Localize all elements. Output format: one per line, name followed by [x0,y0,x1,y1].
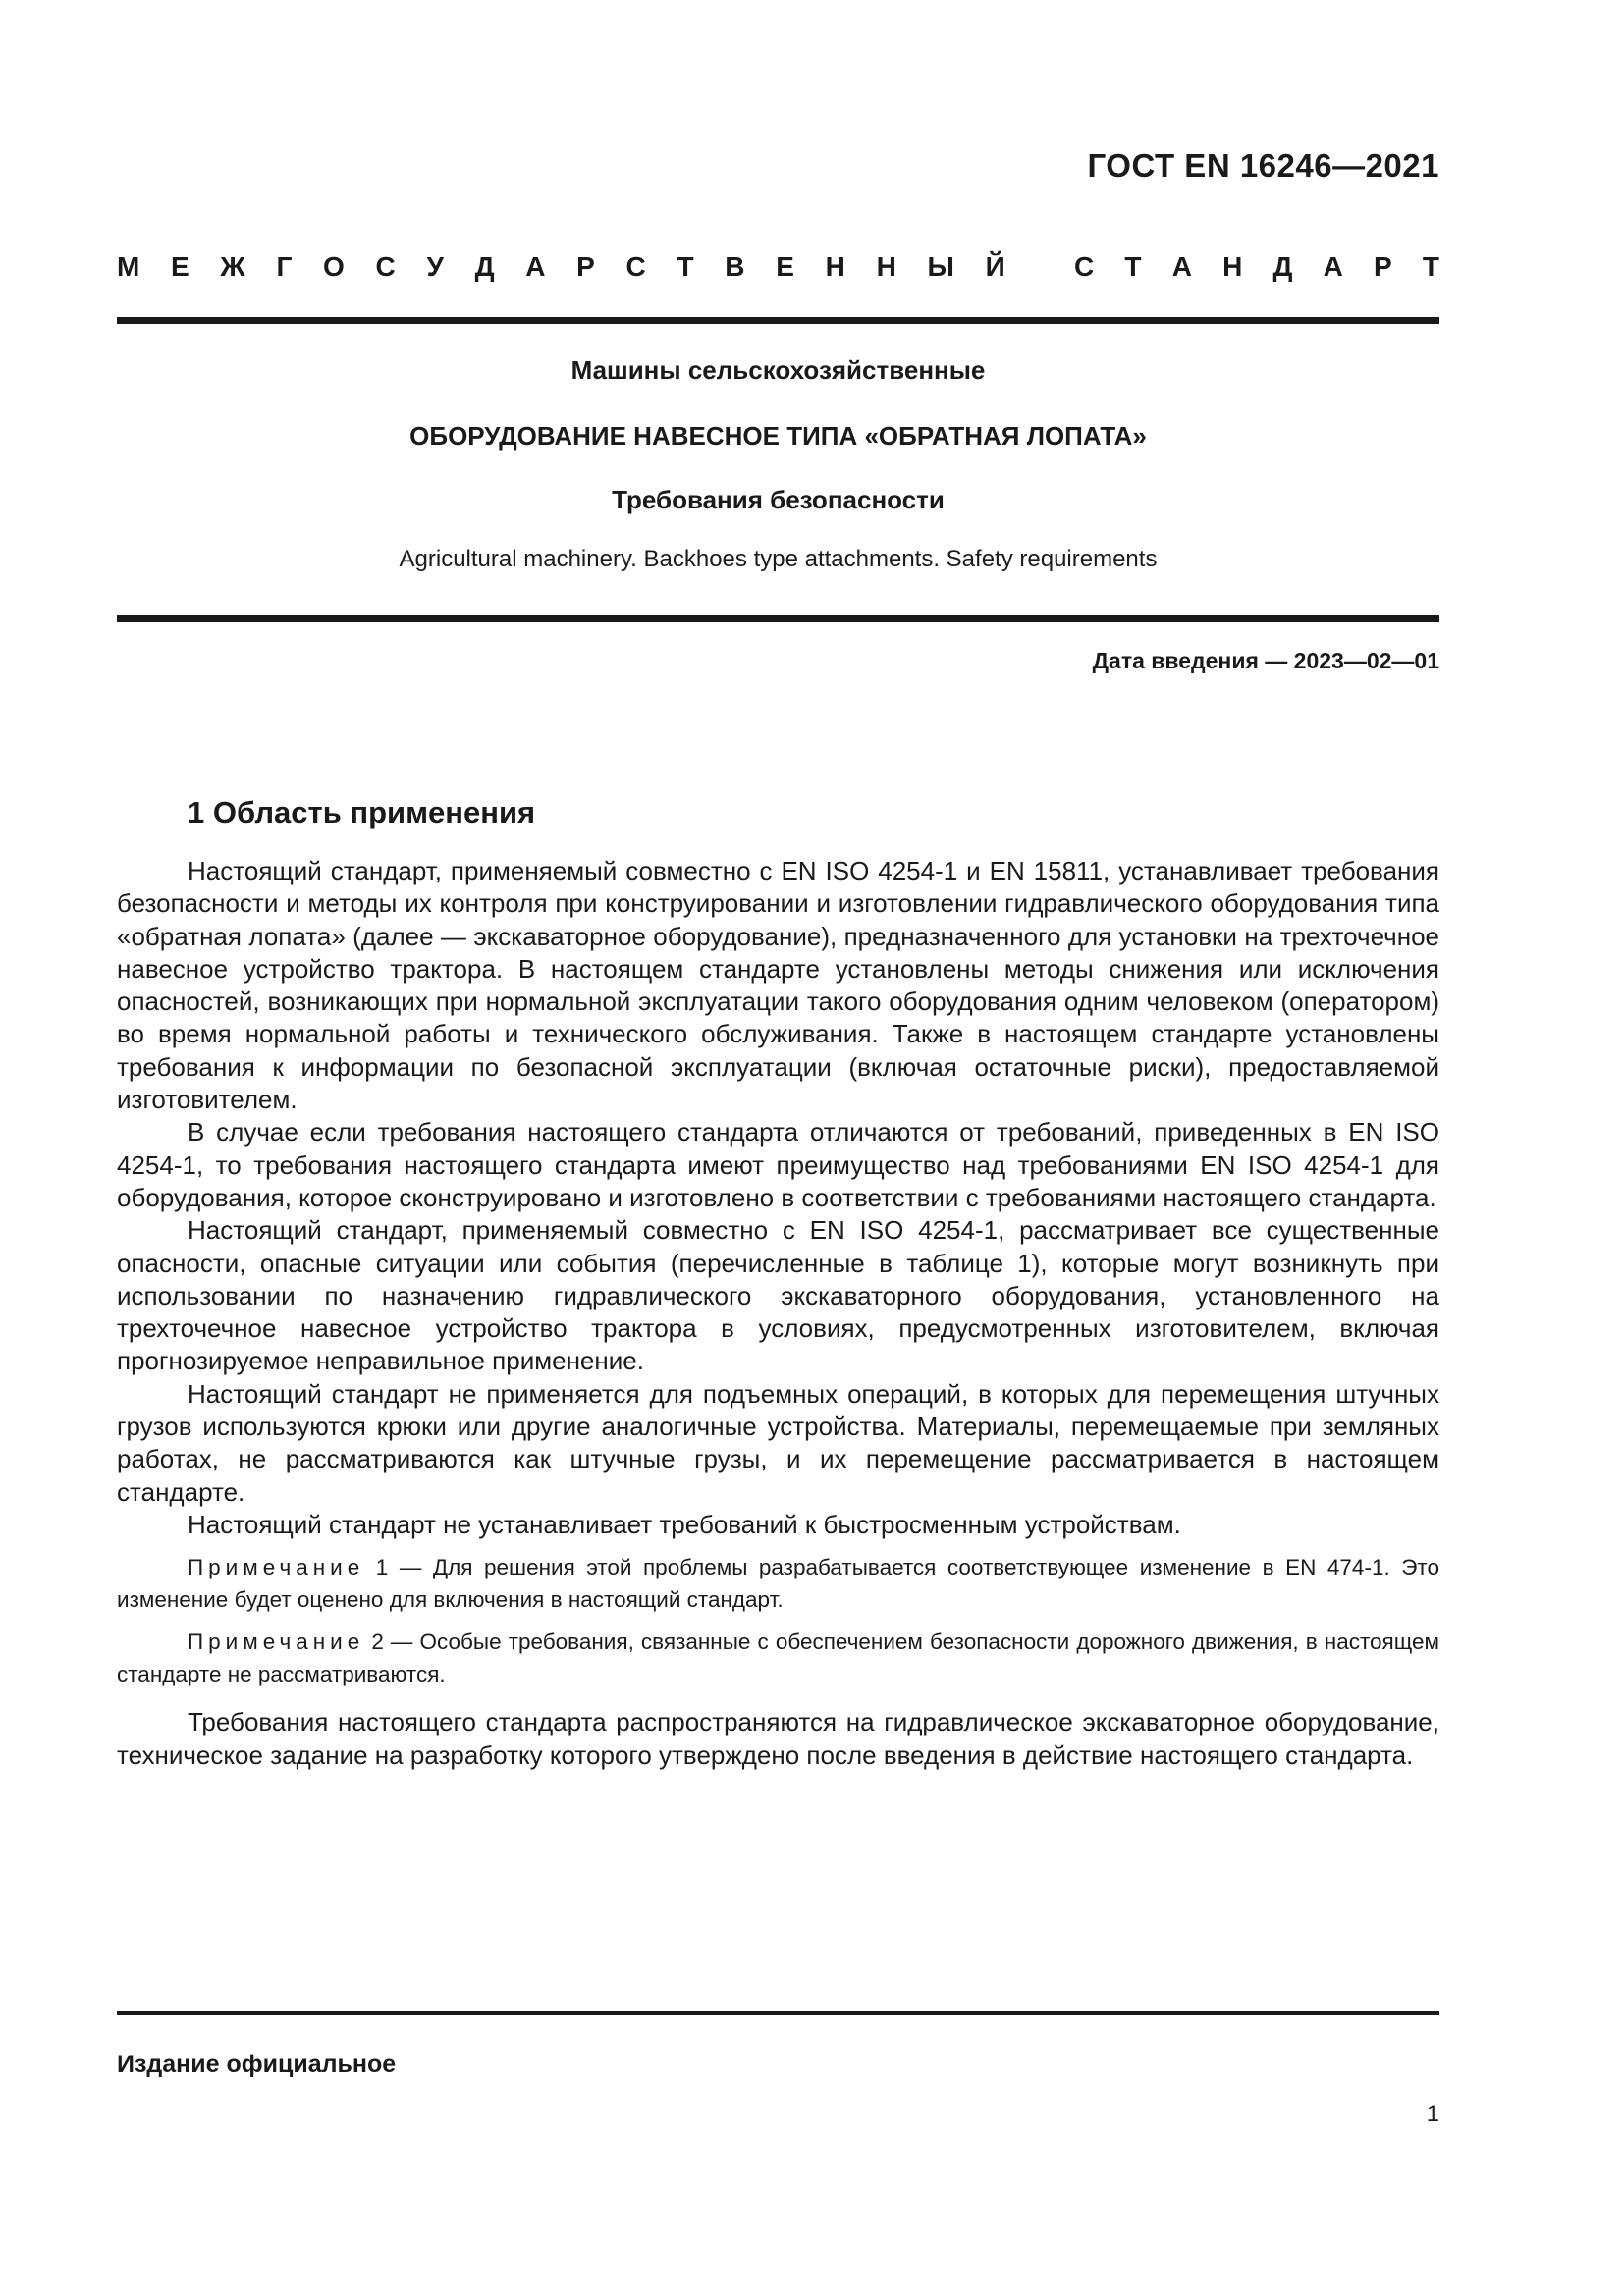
introduction-date: Дата введения — 2023—02—01 [1092,648,1439,673]
title-sub: Требования безопасности [612,485,945,514]
top-divider [117,317,1439,324]
paragraph: Настоящий стандарт, применяемый совместно с EN ISO 4254-1, рассматривает все существенные опасности, опасные ситуации или события (перечисленные в таблице 1), которые могут возникнуть при использовании по назначению гидравлического экскаваторного оборудования, установленного на трехточечное навесное устройство трактора в условиях, предусмотренных изготовителем, включая прогнозируемое неправильное применение. [117,1215,1439,1376]
paragraph: Настоящий стандарт не устанавливает требований к быстросменным устройствам. [188,1509,1181,1539]
interstate-standard-banner [117,251,1439,283]
title-english: Agricultural machinery. Backhoes type attachments. Safety requirements [399,546,1158,572]
gost-code: ГОСТ EN 16246—2021 [1087,147,1439,184]
title-group: Машины сельскохозяйственные [570,355,986,385]
section-heading: 1 Область применения [188,795,536,829]
page-number: 1 [1426,2101,1439,2127]
note-text: 1 — Для решения этой проблемы разрабатывается соответствующее изменение в EN 474-1. Это изменение будет оценено для включения в настоящий стандарт. [117,1555,1439,1613]
title-divider [117,615,1439,622]
edition-label: Издание официальное [117,2051,397,2078]
footer-divider [117,2011,1439,2015]
document-page [117,0,1439,2296]
note [117,1626,1439,1690]
note-label: Примечание [188,1629,365,1655]
paragraph: В случае если требования настоящего стандарта отличаются от требований, приведенных в EN ISO 4254-1, то требования настоящего стандарта имеют преимущество над требованиями EN ISO 4254-1 для оборудования, которое сконструировано и изготовлено в соответствии с требованиями настоящего стандарта. [117,1117,1439,1212]
note [117,1551,1439,1616]
title-main: ОБОРУДОВАНИЕ НАВЕСНОЕ ТИПА «ОБРАТНАЯ ЛОПАТА» [409,421,1147,451]
standard-word: С Т А Н Д А Р Т [1074,251,1439,282]
paragraph: Настоящий стандарт, применяемый совместно с EN ISO 4254-1 и EN 15811, устанавливает требования безопасности и методы их контроля при конструировании и изготовлении гидравлического оборудования типа «обратная лопата» (далее — экскаваторное оборудование), предназначенного для установки на трехточечное навесное устройство трактора. В настоящем стандарте установлены методы снижения или исключения опасностей, возникающих при нормальной эксплуатации такого оборудования одним человеком (оператором) во время нормальной работы и технического обслуживания. Также в настоящем стандарте установлены требования к информации по безопасной эксплуатации (включая остаточные риски), предоставляемой изготовителем. [117,856,1439,1115]
paragraph: Требования настоящего стандарта распространяются на гидравлическое экскаваторное оборудование, техническое задание на разработку которого утверждено после введения в действие настоящего стандарта. [117,1707,1439,1770]
note-label: Примечание [188,1555,365,1580]
interstate-word: М Е Ж Г О С У Д А Р С Т В Е Н Н Ы Й [117,251,1005,282]
section-body [117,855,1439,1772]
note-text: 2 — Особые требования, связанные с обеспечением безопасности дорожного движения, в настоящем стандарте не рассматриваются. [117,1629,1439,1687]
paragraph: Настоящий стандарт не применяется для подъемных операций, в которых для перемещения штучных грузов используются крюки или другие аналогичные устройства. Материалы, перемещаемые при земляных работах, не рассматриваются как штучные грузы, и их перемещение рассматривается в настоящем стандарте. [117,1378,1439,1507]
